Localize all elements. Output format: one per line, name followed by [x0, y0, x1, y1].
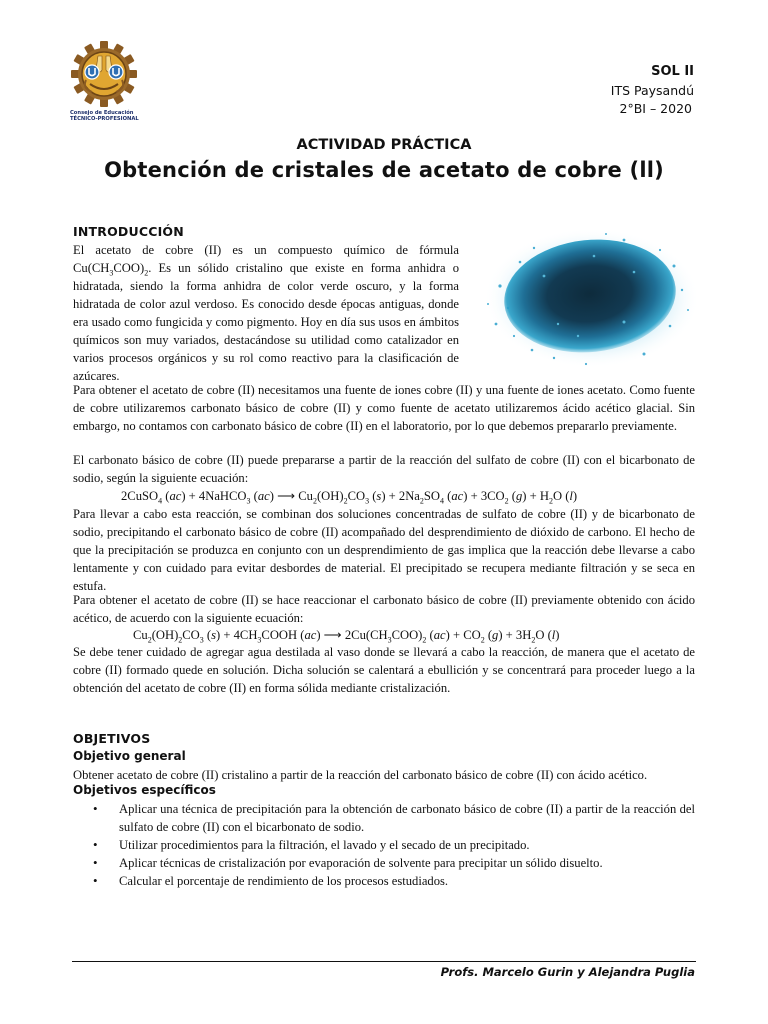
list-item: • Calcular el porcentaje de rendimiento de los procesos estudiados. [73, 872, 695, 890]
copper-acetate-photo [474, 226, 696, 372]
copper-acetate-crystals-image [474, 226, 696, 372]
footer-authors: Profs. Marcelo Gurin y Alejandra Puglia [440, 965, 695, 979]
intro-p1-part-a: El acetato de cobre (II) es un compuesto químico de fórmula Cu(CH [73, 243, 459, 275]
page-title: Obtención de cristales de acetato de cobre (ll) [104, 158, 664, 182]
equation-1: 2CuSO$_4$ (ac) + 4NaHCO$_3$ (ac) ⟶ $Cu_2(OH)_2CO_3$ $(s) + 2Na_2SO_4$ $(ac) + 3CO_2$ $(g) + H_2O$ (l) [121, 489, 578, 506]
intro-paragraph-2: Para obtener el acetato de cobre (II) necesitamos una fuente de iones cobre (II) y una fuente de iones acetato. Como fuente de cobre utilizaremos carbonato básico de cobre (II) y como fuente de acetato utilizaremos ácido acético glacial. Sin embargo, no contamos con carbonato básico de cobre (II) en el laboratorio, por lo que debemos prepararlo previamente. [73, 383, 695, 433]
general-objective-text: Obtener acetato de cobre (II) cristalino a partir de la reacción del carbonato básico de cobre (II) con ácido acético. [73, 768, 648, 782]
intro-paragraph-3: El carbonato básico de cobre (II) puede prepararse a partir de la reacción del sulfato de cobre (II) con el bicarbonato de sodio, según la siguiente ecuación: [73, 453, 695, 485]
intro-paragraph-6: Se debe tener cuidado de agregar agua destilada al vaso donde se llevará a cabo la reacción, de manera que el acetato de cobre (II) formado quede en solución. Dicha solución se calentará a ebullición y se concentrará para proceder luego a la obtención del acetato de cobre (II) en forma sólida mediante cristalización. [73, 645, 695, 695]
specific-objectives-list [73, 800, 695, 890]
group-year: 2°BI – 2020 [619, 101, 692, 116]
list-item: • Utilizar procedimientos para la filtración, el lavado y el secado de un precipitado. [73, 836, 695, 854]
course-code: SOL II [651, 64, 694, 79]
intro-paragraph-5: Para obtener el acetato de cobre (II) se hace reaccionar el carbonato básico de cobre (II) previamente obtenido con ácido acético, de acuerdo con la siguiente ecuación: [73, 593, 695, 625]
intro-p1-sub-1: 3 [109, 268, 114, 278]
intro-paragraph-1 [73, 241, 459, 385]
intro-p1-part-b: COO) [113, 261, 145, 275]
intro-heading: INTRODUCCIÓN [73, 224, 184, 239]
intro-p1-sub-2: 2 [144, 268, 149, 278]
list-item: • Aplicar una técnica de precipitación para la obtención de carbonato básico de cobre (II) a partir de la reacción del sulfato de cobre (II) con el bicarbonato de sodio. [73, 800, 695, 836]
specific-objectives-heading: Objetivos específicos [73, 783, 216, 797]
gear-logo-icon [66, 40, 146, 110]
activity-kicker: ACTIVIDAD PRÁCTICA [296, 137, 472, 153]
intro-paragraph-4: Para llevar a cabo esta reacción, se combinan dos soluciones concentradas de sulfato de cobre (II) y de bicarbonato de sodio, precipitando el carbonato básico de cobre (II) acompañado del desprendimiento de dióxido de carbono. El hecho de que la precipitación se produzca en conjunto con un desprendimiento de gas implica que la reacción debe llevarse a cabo lentamente y con cuidado para evitar desbordes de material. El precipitado se recupera mediante filtración y se seca en estufa. [73, 507, 695, 593]
logo-caption-line1: Consejo de Educación [70, 110, 134, 116]
list-item: • Aplicar técnicas de cristalización por evaporación de solvente para precipitar un sólido disuelto. [73, 854, 695, 872]
logo-caption-line2: TÉCNICO-PROFESIONAL [70, 116, 139, 122]
intro-p1-part-c: . Es un sólido cristalino que existe en forma anhidra o hidratada, siendo la forma anhidra de color verde oscuro, y la forma hidratada de color azul verdoso. Es conocido desde épocas antiguas, donde era usado como fungicida y como pigmento. Hoy en día sus usos en ámbitos químicos son muy variados, destacándose su utilidad como catalizador en varios procesos orgánicos y su rol como reactivo para la clasificación de azúcares. [73, 261, 459, 383]
general-objective-heading: Objetivo general [73, 749, 186, 763]
school-name: ITS Paysandú [610, 83, 694, 98]
footer-divider [72, 961, 696, 962]
institution-logo [66, 40, 146, 124]
objectives-heading: OBJETIVOS [73, 731, 151, 746]
equation-2: $Cu_2(OH)_2CO_3$ $(s) + 4CH_3COOH$ (ac) ⟶ $2Cu(CH_3COO)_2$ $(ac) + CO_2$ $(g) + 3H_2O$ (l) [133, 628, 560, 645]
